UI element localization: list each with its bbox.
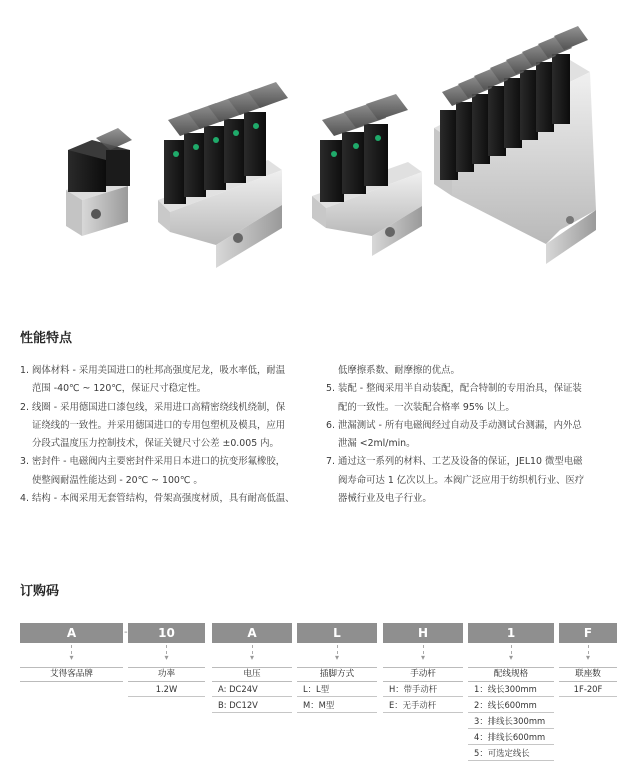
feature-line: 分段式温度压力控制技术，保证关键尺寸公差 ±0.005 内。 (32, 438, 279, 450)
order-code-option: L：L型 (297, 683, 377, 697)
down-arrow-icon: ▾ (67, 645, 77, 662)
order-code-header: 功率 (128, 667, 205, 682)
order-code-box: L (297, 623, 377, 643)
down-arrow-icon: ▾ (583, 645, 593, 662)
feature-item (20, 399, 317, 454)
order-code-option: 3：排线长300mm (468, 715, 554, 729)
order-code-row (0, 623, 635, 643)
down-arrow-icon: ▾ (332, 645, 342, 662)
feature-item (20, 490, 317, 508)
order-code-option: H：带手动杆 (383, 683, 463, 697)
order-code-separator: - (124, 627, 128, 638)
order-code-box: 1 (468, 623, 554, 643)
features-list-left (20, 362, 317, 508)
feature-line: 配的一致性。一次装配合格率 95% 以上。 (338, 401, 515, 413)
feature-line: 装配 - 整阀采用半自动装配，配合特制的专用治具，保证装 (338, 383, 582, 395)
product-photo (0, 0, 635, 300)
valve-manifold-3-image (312, 94, 422, 256)
order-code-title: 订购码 (20, 584, 60, 599)
feature-item (326, 453, 616, 508)
order-code-option: 4：排线长600mm (468, 731, 554, 745)
feature-line: 使整阀耐温性能达到 - 20℃ ~ 100℃ 。 (32, 474, 203, 486)
feature-line: 泄漏测试 - 所有电磁阀经过自动及手动测试台测漏，内外总 (338, 419, 582, 431)
order-code-option: 1.2W (128, 683, 205, 697)
feature-line: 低摩擦系数、耐摩擦的优点。 (338, 365, 460, 376)
order-code-option: M：M型 (297, 699, 377, 713)
feature-item (326, 380, 616, 417)
feature-number: 6. (326, 419, 335, 431)
feature-item (20, 362, 317, 399)
order-code-header: 手动杆 (383, 667, 463, 682)
order-code-option: E：无手动杆 (383, 699, 463, 713)
feature-item (326, 417, 616, 454)
order-code-header: 艾得客品牌 (20, 667, 123, 682)
feature-line: 器械行业及电子行业。 (338, 493, 432, 505)
order-code-option: 1F-20F (559, 683, 617, 697)
order-code-option: 2：线长600mm (468, 699, 554, 713)
feature-item (20, 453, 317, 490)
features-list-right (326, 362, 616, 508)
feature-line: 阀体材料 - 采用美国进口的杜邦高强度尼龙，吸水率低，耐温 (32, 365, 286, 376)
order-code-box: A (20, 623, 123, 643)
order-code-header: 电压 (212, 667, 292, 682)
order-code-header: 配线规格 (468, 667, 554, 682)
feature-number: 2. (20, 401, 29, 413)
feature-line: 密封件 - 电磁阀内主要密封件采用日本进口的抗变形氟橡胶， (32, 456, 286, 468)
valve-manifold-8-image (434, 26, 596, 264)
feature-number: 1. (20, 365, 29, 376)
order-code-header: 插脚方式 (297, 667, 377, 682)
feature-number: 3. (20, 456, 29, 468)
down-arrow-icon: ▾ (418, 645, 428, 662)
order-code-box: 10 (128, 623, 205, 643)
order-code-option: 5：可选定线长 (468, 747, 554, 761)
down-arrow-icon: ▾ (247, 645, 257, 662)
valve-manifold-5-image (158, 82, 288, 268)
feature-item (326, 362, 616, 380)
feature-number: 7. (326, 456, 335, 468)
down-arrow-icon: ▾ (162, 645, 172, 662)
valve-single-image (66, 128, 132, 236)
order-code-box: A (212, 623, 292, 643)
feature-line: 范围 -40℃ ~ 120℃，保证尺寸稳定性。 (32, 383, 207, 395)
feature-line: 结构 - 本阀采用无套管结构，骨架高强度材质，具有耐高低温、 (32, 493, 295, 505)
feature-number: 5. (326, 383, 335, 395)
order-code-option: 1：线长300mm (468, 683, 554, 697)
feature-line: 阀寿命可达 1 亿次以上。本阀广泛应用于纺织机行业、医疗 (338, 474, 585, 486)
feature-line: 证绕线的一致性。并采用德国进口的专用包塑机及模具，应用 (32, 419, 286, 431)
order-code-box: H (383, 623, 463, 643)
feature-number: 4. (20, 493, 29, 505)
features-title: 性能特点 (20, 331, 73, 346)
order-code-box: F (559, 623, 617, 643)
order-code-option: A: DC24V (212, 683, 292, 697)
feature-line: 线圈 - 采用德国进口漆包线，采用进口高精密绕线机绕制，保 (32, 401, 286, 413)
down-arrow-icon: ▾ (506, 645, 516, 662)
order-code-option: B: DC12V (212, 699, 292, 713)
feature-line: 泄漏 <2ml/min。 (338, 438, 416, 450)
order-code-header: 联座数 (559, 667, 617, 682)
feature-line: 通过这一系列的材料、工艺及设备的保证，JEL10 微型电磁 (338, 456, 583, 468)
